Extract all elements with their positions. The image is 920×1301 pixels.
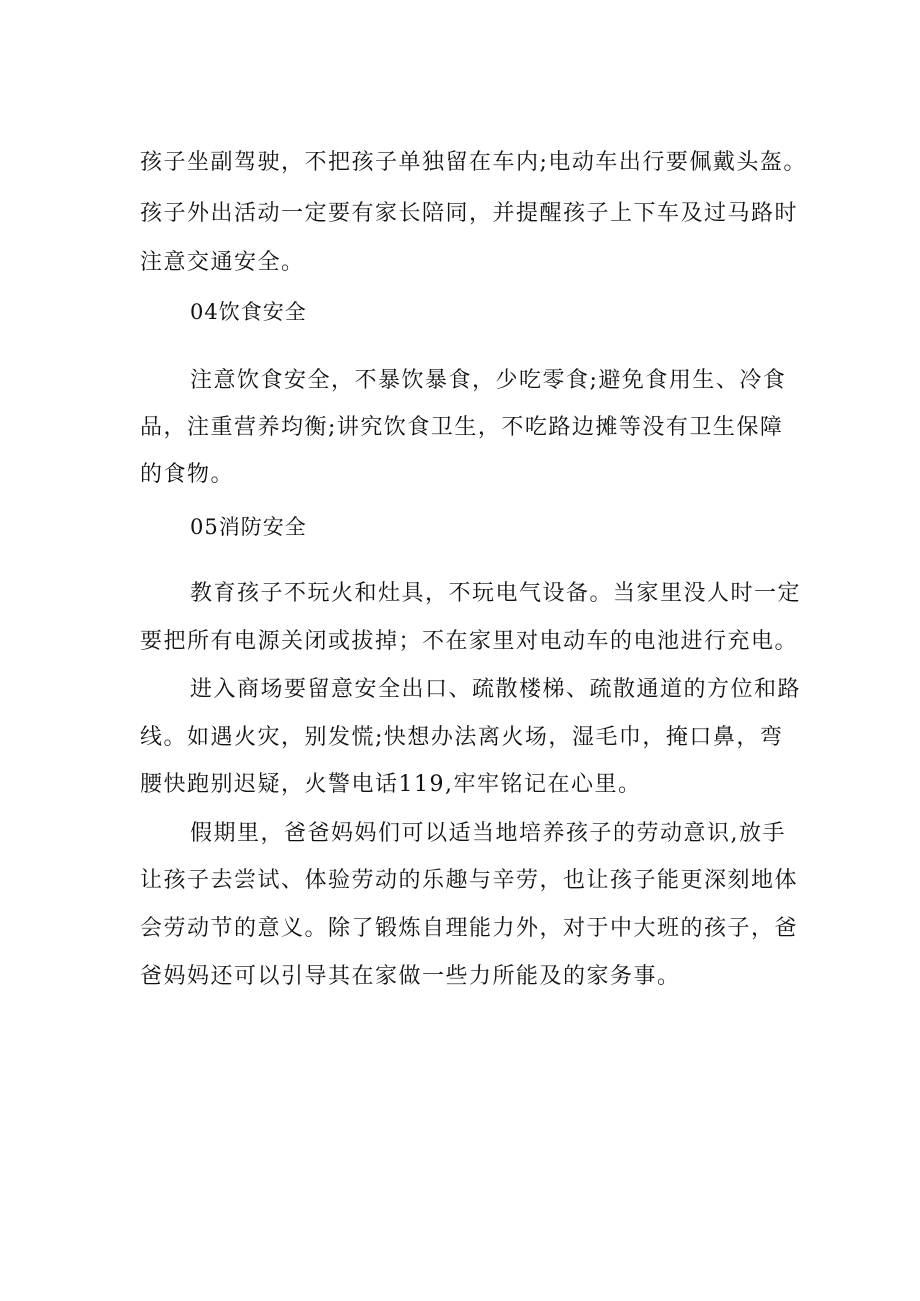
paragraph-line: 进入商场要留意安全出口、疏散楼梯、疏散通道的方位和路 (190, 677, 802, 702)
paragraph-line: 让孩子去尝试、体验劳动的乐趣与辛劳，也让孩子能更深刻地体 (140, 868, 799, 893)
paragraph-line: 线。如遇火灾，别发慌;快想办法离火场，湿毛巾，掩口鼻，弯 (140, 725, 784, 750)
paragraph-line: 注意饮食安全，不暴饮暴食，少吃零食;避免食用生、冷食 (190, 368, 787, 393)
paragraph-line: 腰快跑别迟疑，火警电话119,牢牢铭记在心里。 (140, 772, 642, 797)
paragraph-line: 会劳动节的意义。除了锻炼自理能力外，对于中大班的孩子，爸 (140, 916, 799, 941)
paragraph-line: 孩子外出活动一定要有家长陪同，并提醒孩子上下车及过马路时 (140, 201, 799, 226)
paragraph-line: 注意交通安全。 (140, 250, 305, 275)
paragraph-line: 的食物。 (140, 462, 235, 487)
paragraph-line: 孩子坐副驾驶，不把孩子单独留在车内;电动车出行要佩戴头盔。 (140, 150, 807, 175)
paragraph-line: 教育孩子不玩火和灶具，不玩电气设备。当家里没人时一定 (190, 581, 802, 606)
paragraph-line: 爸妈妈还可以引导其在家做一些力所能及的家务事。 (140, 964, 681, 989)
section-heading-food-safety: 04饮食安全 (190, 300, 307, 324)
section-heading-fire-safety: 05消防安全 (190, 515, 307, 539)
paragraph-line: 假期里，爸爸妈妈们可以适当地培养孩子的劳动意识,放手 (190, 821, 786, 846)
paragraph-line: 品，注重营养均衡;讲究饮食卫生，不吃路边摊等没有卫生保障 (140, 415, 784, 440)
paragraph-line: 要把所有电源关闭或拔掉；不在家里对电动车的电池进行充电。 (140, 629, 799, 654)
